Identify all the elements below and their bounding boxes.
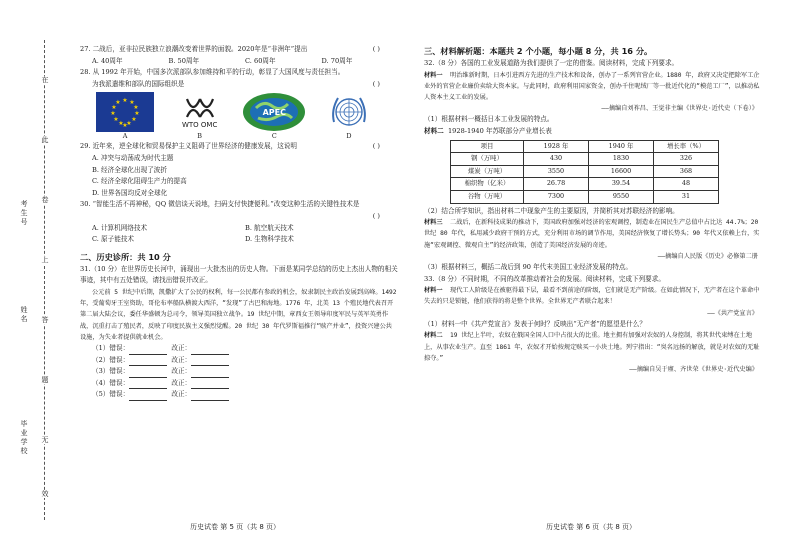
option-a: A. 计算机网络技术 — [92, 223, 148, 232]
svg-text:★: ★ — [126, 120, 132, 128]
eu-flag-icon — [96, 92, 154, 132]
question-stem: 27. 二战后，亚非拉民族独立浪潮改变着世界的面貌。2020年是“非洲年”提出 — [80, 45, 308, 53]
svg-text:★: ★ — [111, 104, 117, 112]
error-blank[interactable] — [129, 357, 167, 366]
material-text: 现代工人阶级是在被驱得最下层，最看不到前途的阶级，它们就是无产阶级。在如此情况下，无产者在这个革命中失去的只是锁链，他们获得的将是整个世界。全世界无产者联合起来！ — [424, 287, 760, 306]
fix-blank[interactable] — [191, 392, 229, 401]
question-stem: 28. 从 1992 年开始，中国多次派部队参加维持和平的行动，彰显了大国风度与责任担当。 — [80, 68, 345, 77]
fix-label: 改正： — [171, 378, 192, 387]
field-label: 姓名 — [20, 306, 28, 323]
material-label: 材料二 — [424, 332, 443, 340]
table-cell: 39.54 — [589, 178, 654, 191]
table-cell: 棉织物（亿米） — [451, 178, 524, 191]
error-blank[interactable] — [129, 392, 167, 401]
question-33 — [424, 274, 764, 376]
answer-paren[interactable]: ( ) — [372, 79, 380, 88]
section-title: 三、材料解析题：本题共 2 个小题，每小题 8 分，共 16 分。 — [424, 46, 653, 56]
table-cell: 煤炭（万吨） — [451, 165, 524, 178]
logo-caption: APEC — [262, 108, 286, 118]
table-title: 1928-1940 年苏联部分产业增长表 — [447, 127, 552, 135]
table-cell: 3550 — [524, 165, 589, 178]
material-source: ——摘编自人民版《历史》必修第二册 — [657, 252, 758, 260]
question-29 — [80, 141, 398, 199]
option-c: C. 60周年 — [245, 56, 276, 65]
cut-line — [44, 40, 45, 520]
option-b: B. 经济全球化出现了波折 — [92, 165, 167, 174]
answer-paren[interactable]: ( ) — [372, 211, 380, 220]
svg-text:★: ★ — [134, 110, 140, 118]
question-stem: 29. 近年来，逆全球化和贸易保护主义阻碍了世界经济的健康发展，这说明 — [80, 142, 297, 151]
option-letter: C — [271, 132, 277, 141]
question-stem: 31.（10 分）在世界历史长河中，涌现出一大批杰出的历史人物。下面是某同学总结的历史上杰出人物的相关事迹，其中有五处错误，请找出错误并改正。 — [80, 264, 398, 285]
error-blank[interactable] — [129, 380, 167, 389]
table-cell: 26.78 — [524, 178, 589, 191]
margin-mark: 无 — [41, 436, 49, 444]
fix-label: 改正： — [171, 343, 192, 352]
table-header-row — [451, 140, 719, 153]
question-stem-2: 为我派遣维和部队的国际组织是 — [92, 79, 185, 88]
material-label: 材料一 — [424, 287, 443, 295]
table-cell: 1830 — [589, 153, 654, 166]
logo-caption: WTO OMC — [181, 121, 218, 130]
material-text: 19 世纪上半叶，农奴在俄国全国人口中占很大的比重。地主拥有加强对农奴的人身控制，将其世代束缚在土地上，从事农业生产。直至 1861 年，农奴才开始按规定赎买一小块土地。列宁指出：“臭名远扬的解放，就是对农奴的无耻掠夺。” — [424, 332, 760, 362]
examinee-number-field[interactable] — [18, 200, 30, 227]
table-header: 1940 年 — [589, 140, 654, 153]
table-cell: 368 — [654, 165, 719, 178]
svg-text:★: ★ — [122, 122, 128, 130]
option-c-image — [241, 92, 307, 141]
option-d: D. 70周年 — [321, 56, 353, 65]
margin-mark: 题 — [41, 376, 49, 384]
fix-label: 改正： — [171, 390, 192, 399]
svg-text:★: ★ — [115, 99, 121, 107]
table-cell: 31 — [654, 190, 719, 203]
material-source: ——摘编自刘祚昌、王觉非主编《世界史·近代史（下卷）》 — [601, 105, 758, 113]
table-cell: 326 — [654, 153, 719, 166]
school-field[interactable] — [18, 420, 30, 456]
name-field[interactable] — [18, 306, 30, 324]
fix-blank[interactable] — [191, 357, 229, 366]
answer-line — [80, 378, 398, 390]
svg-text:★: ★ — [131, 116, 137, 124]
error-label: （1）错误： — [92, 343, 130, 352]
svg-text:★: ★ — [110, 110, 116, 118]
table-cell: 谷物（万吨） — [451, 190, 524, 203]
table-cell: 钢（万吨） — [451, 153, 524, 166]
question-32 — [424, 58, 764, 274]
margin-mark: 在 — [41, 76, 49, 84]
svg-text:★: ★ — [122, 97, 128, 105]
material-text: 明治维新时期，日本引进西方先进的生产技术和设备，创办了一系列官营企业。1880 年，政府又决定把除军工企业外的官营企业廉价卖给大资本家。与此同时，政府利用国家资金，创办千住呢绒厂等一批近代化的“模范工厂”，以推动私人资本主义工业的发展。 — [424, 71, 760, 101]
margin-mark: 此 — [41, 136, 49, 144]
history-passage: 公元前 5 世纪中后期，凯撒扩大了公民的权利，每一公民都有参政的机会，奴隶制民主政治发展到高峰。1492 年，受葡萄牙王室资助，哥伦布率船队横渡大西洋，“发现”了古巴和海地。1776 年，北美 13 个殖民地代表召开第二届大陆会议，委任华盛顿为总司令，领导美国独立战争。19 世纪中期，章西女王领导印度军民与英军英勇作战，沉重打击了殖民者，反映了印度民族主义强烈觉醒。20 世纪 30 年代罗斯福推行“赎产并业”，投资兴建公共设施，为失业者提供就业机会。 — [80, 288, 397, 341]
option-d: D. 生物科学技术 — [245, 235, 294, 244]
table-header: 项目 — [451, 140, 524, 153]
question-27 — [80, 44, 398, 67]
fix-blank[interactable] — [191, 369, 229, 378]
sub-question: （1）根据材料一概括日本工业发展的特点。 — [424, 115, 554, 124]
table-cell: 430 — [524, 153, 589, 166]
option-b: B. 航空航天技术 — [245, 223, 294, 232]
error-label: （4）错误： — [92, 378, 130, 387]
binding-margin — [0, 0, 60, 560]
sub-question: （3）根据材料三，概括二战后到 90 年代末美国工业经济发展的特点。 — [424, 262, 632, 271]
error-blank[interactable] — [129, 346, 167, 355]
fix-label: 改正： — [171, 367, 192, 376]
question-stem: 33.（8 分）不同时期，不同的改革推动着社会的发展。阅读材料，完成下列要求。 — [424, 274, 665, 283]
wto-logo-icon — [183, 95, 217, 121]
option-letter: A — [122, 132, 128, 141]
option-letter: D — [346, 132, 352, 141]
table-cell: 7300 — [524, 190, 589, 203]
margin-mark: 答 — [41, 316, 49, 324]
sub-question: （1）材料一中《共产党宣言》发表于何时？反映出“无产者”的愿望是什么？ — [424, 319, 646, 328]
margin-mark: 卷 — [41, 196, 49, 204]
svg-text:★: ★ — [133, 104, 139, 112]
option-c: C. 经济全球化阻碍生产力的提高 — [92, 177, 187, 186]
margin-mark: 上 — [41, 256, 49, 264]
left-column — [80, 44, 398, 401]
fix-blank[interactable] — [191, 380, 229, 389]
error-blank[interactable] — [129, 369, 167, 378]
answer-paren[interactable]: ( ) — [372, 142, 380, 151]
question-28 — [80, 67, 398, 141]
answer-line — [80, 366, 398, 378]
material-label: 材料二 — [424, 127, 444, 135]
page-footer-left: 历史试卷 第 5 页（共 8 页） — [190, 523, 281, 531]
table-row — [451, 165, 719, 178]
material-label: 材料三 — [424, 219, 443, 227]
question-31 — [80, 264, 398, 401]
answer-line — [80, 389, 398, 401]
question-stem: 32.（8 分）各国的工业发展道路为我们提供了一定的借鉴。阅读材料，完成下列要求。 — [424, 59, 679, 67]
table-row — [451, 190, 719, 203]
field-label: 毕业学校 — [20, 420, 28, 455]
material-source: ——《共产党宣言》 — [707, 309, 758, 317]
table-cell: 48 — [654, 178, 719, 191]
option-letter: B — [197, 132, 202, 141]
question-30 — [80, 199, 398, 245]
un-emblem-icon — [328, 92, 370, 132]
answer-line — [80, 343, 398, 355]
option-a: A. 冲突与动荡成为时代主题 — [92, 153, 174, 162]
material-source: ——摘编自吴于廑、齐世荣《世界史·近代史编》 — [629, 365, 758, 373]
sub-question: （2）结合所学知识，指出材料二中现象产生的主要原因，并简析其对苏联经济的影响。 — [424, 206, 679, 215]
table-cell: 16600 — [589, 165, 654, 178]
table-header: 增长率（%） — [654, 140, 719, 153]
fix-label: 改正： — [171, 355, 192, 364]
right-column — [424, 44, 764, 375]
svg-text:★: ★ — [113, 116, 119, 124]
svg-text:★: ★ — [129, 99, 135, 107]
table-header: 1928 年 — [524, 140, 589, 153]
error-label: （2）错误： — [92, 355, 130, 364]
option-c: C. 原子能技术 — [92, 235, 134, 244]
field-label: 考生号 — [20, 200, 28, 226]
option-d-image — [316, 92, 382, 141]
option-a-image — [92, 92, 158, 141]
logo-options — [92, 92, 382, 141]
margin-mark: 效 — [41, 490, 49, 498]
material-text: 二战后，在新科技成果的推动下，美国政府加强对经济的宏观调控，制造业在国民生产总值中占比达 44.7%；20 世纪 80 年代，私用减少政府干预的方式，充分利用市场的调节作用，美国经济恢复了增长势头；90 年代又依赖上台，实施“宏观调控、微观自主”的经济政策，创造了美国经济发展的奇迹。 — [424, 219, 760, 249]
question-stem: 30. “智能生活不再神秘，QQ 微信谈天说地，扫码支付快捷便利。”改变这种生活的关键性技术是 — [80, 200, 360, 209]
option-b: B. 50周年 — [168, 56, 200, 65]
error-label: （3）错误： — [92, 367, 130, 376]
option-a: A. 40周年 — [92, 56, 123, 65]
svg-text:★: ★ — [118, 120, 124, 128]
table-row — [451, 178, 719, 191]
industry-growth-table — [450, 140, 719, 204]
option-d: D. 世界各国均反对全球化 — [92, 188, 168, 197]
table-row — [451, 153, 719, 166]
fix-blank[interactable] — [191, 346, 229, 355]
answer-paren[interactable]: ( ) — [372, 45, 380, 53]
section-title: 二、历史诊所：共 10 分 — [80, 251, 171, 262]
option-b-image — [167, 92, 233, 141]
material-label: 材料一 — [424, 71, 443, 79]
error-label: （5）错误： — [92, 390, 130, 399]
table-cell: 9550 — [589, 190, 654, 203]
page-footer-right: 历史试卷 第 6 页（共 8 页） — [546, 523, 637, 531]
answer-line — [80, 355, 398, 367]
